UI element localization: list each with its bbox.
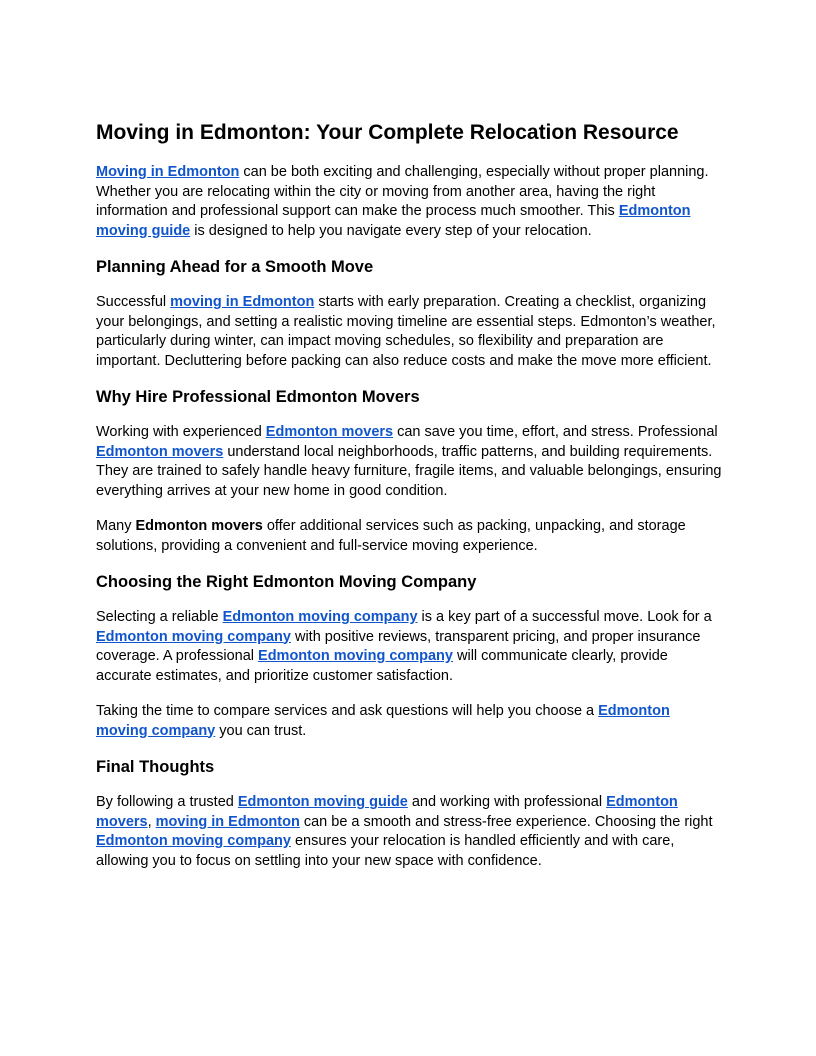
planning-paragraph <box>96 293 724 371</box>
final-text-1: By following a trusted <box>96 794 238 810</box>
edmonton-movers-link[interactable]: Edmonton movers <box>265 424 394 440</box>
why-hire-text-2: can save you time, effort, and stress. Professional <box>393 424 718 440</box>
final-text-4: can be a smooth and stress-free experience. Choosing the right <box>299 813 713 830</box>
choosing-text-2: is a key part of a successful move. Look for a <box>417 609 712 625</box>
final-thoughts-paragraph <box>96 793 724 871</box>
edmonton-moving-company-link[interactable]: Edmonton moving company <box>222 609 418 625</box>
edmonton-moving-guide-link[interactable]: Edmonton moving guide <box>96 203 691 239</box>
why-hire-text-5: offer additional services such as packing, unpacking, and storage solutions, providing a convenient and full-service moving experience. <box>96 518 686 554</box>
page-title: Moving in Edmonton: Your Complete Relocation Resource <box>96 121 679 144</box>
choosing-paragraph-1 <box>96 608 724 686</box>
why-hire-paragraph-1 <box>96 423 724 501</box>
why-hire-heading: Why Hire Professional Edmonton Movers <box>96 388 420 406</box>
choosing-text-5: Taking the time to compare services and ask questions will help you choose a <box>96 703 599 719</box>
intro-text-2: is designed to help you navigate every step of your relocation. <box>190 222 592 239</box>
choosing-text-6: you can trust. <box>215 722 307 739</box>
why-hire-text-1: Working with experienced <box>96 424 266 440</box>
edmonton-movers-link[interactable]: Edmonton movers <box>96 794 678 830</box>
moving-in-edmonton-link[interactable]: moving in Edmonton <box>155 813 300 830</box>
why-hire-text-3: understand local neighborhoods, traffic patterns, and building requirements. They are trained to safely handle heavy furniture, fragile items, and valuable belongings, ensuring everything arrives at your new home in good condition. <box>96 443 722 499</box>
moving-in-edmonton-link[interactable]: moving in Edmonton <box>170 294 315 310</box>
planning-heading: Planning Ahead for a Smooth Move <box>96 258 374 276</box>
final-text-5: ensures your relocation is handled efficiently and with care, allowing you to focus on settling into your new space with confidence. <box>96 833 675 869</box>
choosing-text-3: with positive reviews, transparent pricing, and proper insurance coverage. A professional <box>96 628 701 664</box>
choosing-text-4: will communicate clearly, provide accurate estimates, and prioritize customer satisfaction. <box>96 648 668 684</box>
edmonton-movers-bold: Edmonton movers <box>135 518 263 534</box>
final-text-2: and working with professional <box>407 794 607 810</box>
planning-text-1: Successful <box>96 294 171 310</box>
edmonton-moving-company-link[interactable]: Edmonton moving company <box>96 833 291 849</box>
why-hire-paragraph-2 <box>96 517 724 556</box>
final-text-3: , <box>147 813 156 830</box>
edmonton-moving-company-link[interactable]: Edmonton moving company <box>96 628 291 645</box>
edmonton-moving-company-link[interactable]: Edmonton moving company <box>96 703 670 739</box>
intro-text-1: can be both exciting and challenging, especially without proper planning. Whether you are relocating within the city or moving from another area, having the right information and professional support can make the process much smoother. This <box>96 164 709 219</box>
choosing-text-1: Selecting a reliable <box>96 609 223 625</box>
final-thoughts-heading: Final Thoughts <box>96 758 215 776</box>
choosing-paragraph-2 <box>96 702 724 741</box>
intro-paragraph <box>96 163 724 241</box>
edmonton-moving-guide-link[interactable]: Edmonton moving guide <box>237 794 408 810</box>
moving-in-edmonton-link[interactable]: Moving in Edmonton <box>96 164 240 180</box>
document-page <box>96 118 724 887</box>
why-hire-text-4: Many <box>96 518 136 534</box>
edmonton-moving-company-link[interactable]: Edmonton moving company <box>258 648 453 664</box>
choosing-heading: Choosing the Right Edmonton Moving Company <box>96 573 477 591</box>
edmonton-movers-link[interactable]: Edmonton movers <box>96 443 224 460</box>
planning-text-2: starts with early preparation. Creating a checklist, organizing your belongings, and setting a realistic moving timeline are essential steps. Edmonton’s weather, particularly during winter, can impact moving schedules, so flexibility and preparation are important. Decluttering before packing can also reduce costs and make the move more efficient. <box>96 294 716 369</box>
